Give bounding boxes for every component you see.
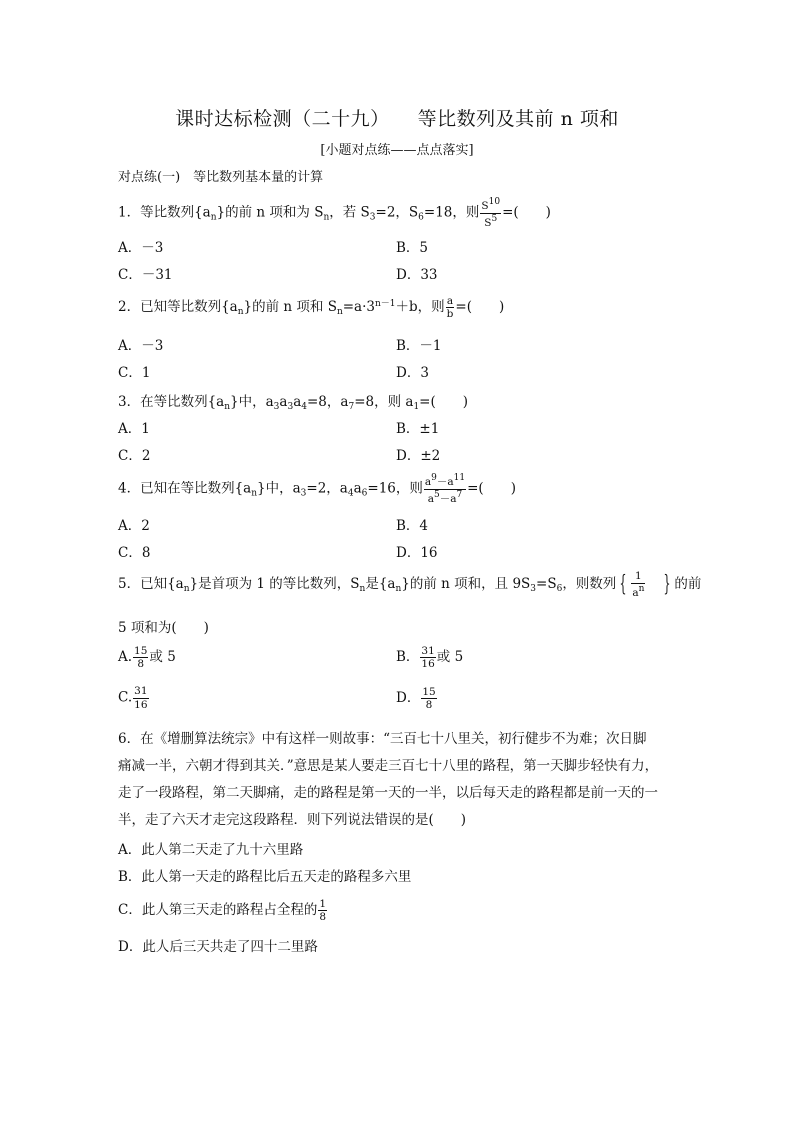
fraction: $\frac{a^9-a^{11}}{a^5-a^7}$ <box>424 473 466 505</box>
fraction: $\frac{a}{b}$ <box>446 294 454 320</box>
section-label: 对点练(一) 等比数列基本量的计算 <box>118 170 324 185</box>
q2-option-a: A．－3 <box>118 338 164 354</box>
q2-option-c: C．1 <box>118 365 151 381</box>
q5-option-d: D． $\frac{15}{8}$ <box>396 685 436 711</box>
q3-option-a: A．1 <box>118 421 150 437</box>
question-6: 6．在《增删算法统宗》中有这样一则故事：“三百七十八里关，初行健步不为难；次日脚 痛减一半，六朝才得到其关．”意思是某人要走三百七十八里的路程，第一天脚步轻快有力， 走了一段路程，第二天脚痛，走的路程是第一天的一半，以后每天走的路程都是前一天的一 半，走了六天才走完这段路程．则下列说法错误的是( ) <box>118 731 659 828</box>
fraction: $\frac{1}{a^n}$ <box>632 570 645 599</box>
q1-option-d: D．33 <box>396 267 438 283</box>
question-5-line2: 5 项和为( ) <box>118 620 209 636</box>
q6-option-c: C．此人第三天走的路程占全程的 $\frac{1}{8}$ <box>118 897 327 923</box>
question-4: 4．已知在等比数列$\{a_n\}$中，$a_3=2$，$a_4a_6=16$，则 $\frac{a^9-a^{11}}{a^5-a^7}$ =( ) <box>118 473 516 505</box>
q1-option-b: B．5 <box>396 240 429 256</box>
question-3: 3．在等比数列$\{a_n\}$中，$a_3a_3a_4=8$，$a_7=8$，则 $a_1=$( ) <box>118 394 469 412</box>
q5-option-b: B． $\frac{31}{16}$ 或 5 <box>396 644 464 670</box>
fraction: $\frac{S^{10}}{S^5}$ <box>481 197 501 229</box>
q3-option-d: D．±2 <box>396 448 441 464</box>
right-brace: } <box>663 571 671 597</box>
left-brace: { <box>619 571 627 597</box>
q4-option-b: B．4 <box>396 518 429 534</box>
q3-option-c: C．2 <box>118 448 151 464</box>
q1-option-c: C．－31 <box>118 267 173 283</box>
q3-option-b: B．±1 <box>396 421 440 437</box>
q4-option-a: A．2 <box>118 518 150 534</box>
q4-option-c: C．8 <box>118 545 151 561</box>
q2-option-d: D．3 <box>396 365 429 381</box>
question-1: 1．等比数列$\{a_n\}$的前 n 项和为 $S_n$，若 $S_3=2$，$S_6=18$，则 $\frac{S^{10}}{S^5}$ =( ) <box>118 197 551 229</box>
page-subtitle: [小题对点练——点点落实] <box>320 143 474 158</box>
question-2: 2．已知等比数列$\{a_n\}$的前 n 项和 $S_n=a\cdot 3^{n-1}+b$，则 $\frac{a}{b}$ =( ) <box>118 294 505 320</box>
q2-option-b: B．－1 <box>396 338 442 354</box>
q6-option-d: D．此人后三天共走了四十二里路 <box>118 939 318 955</box>
q5-option-a: A. $\frac{15}{8}$ 或 5 <box>118 644 176 670</box>
q1-option-a: A．－3 <box>118 240 164 256</box>
q4-option-d: D．16 <box>396 545 438 561</box>
title-right: 等比数列及其前 n 项和 <box>417 108 619 130</box>
q6-option-a: A．此人第二天走了九十六里路 <box>118 842 304 858</box>
question-5: 5．已知$\{a_n\}$是首项为 1 的等比数列，$S_n$是$\{a_n\}$的前 n 项和，且 $9S_3=S_6$，则数列 { $\frac{1}{a^n}$ } 的前 <box>118 570 702 599</box>
q5-option-c: C. $\frac{31}{16}$ <box>118 685 148 711</box>
page-title <box>0 104 794 131</box>
title-left: 课时达标检测（二十九） <box>175 108 390 130</box>
q6-option-b: B．此人第一天走的路程比后五天走的路程多六里 <box>118 869 412 885</box>
